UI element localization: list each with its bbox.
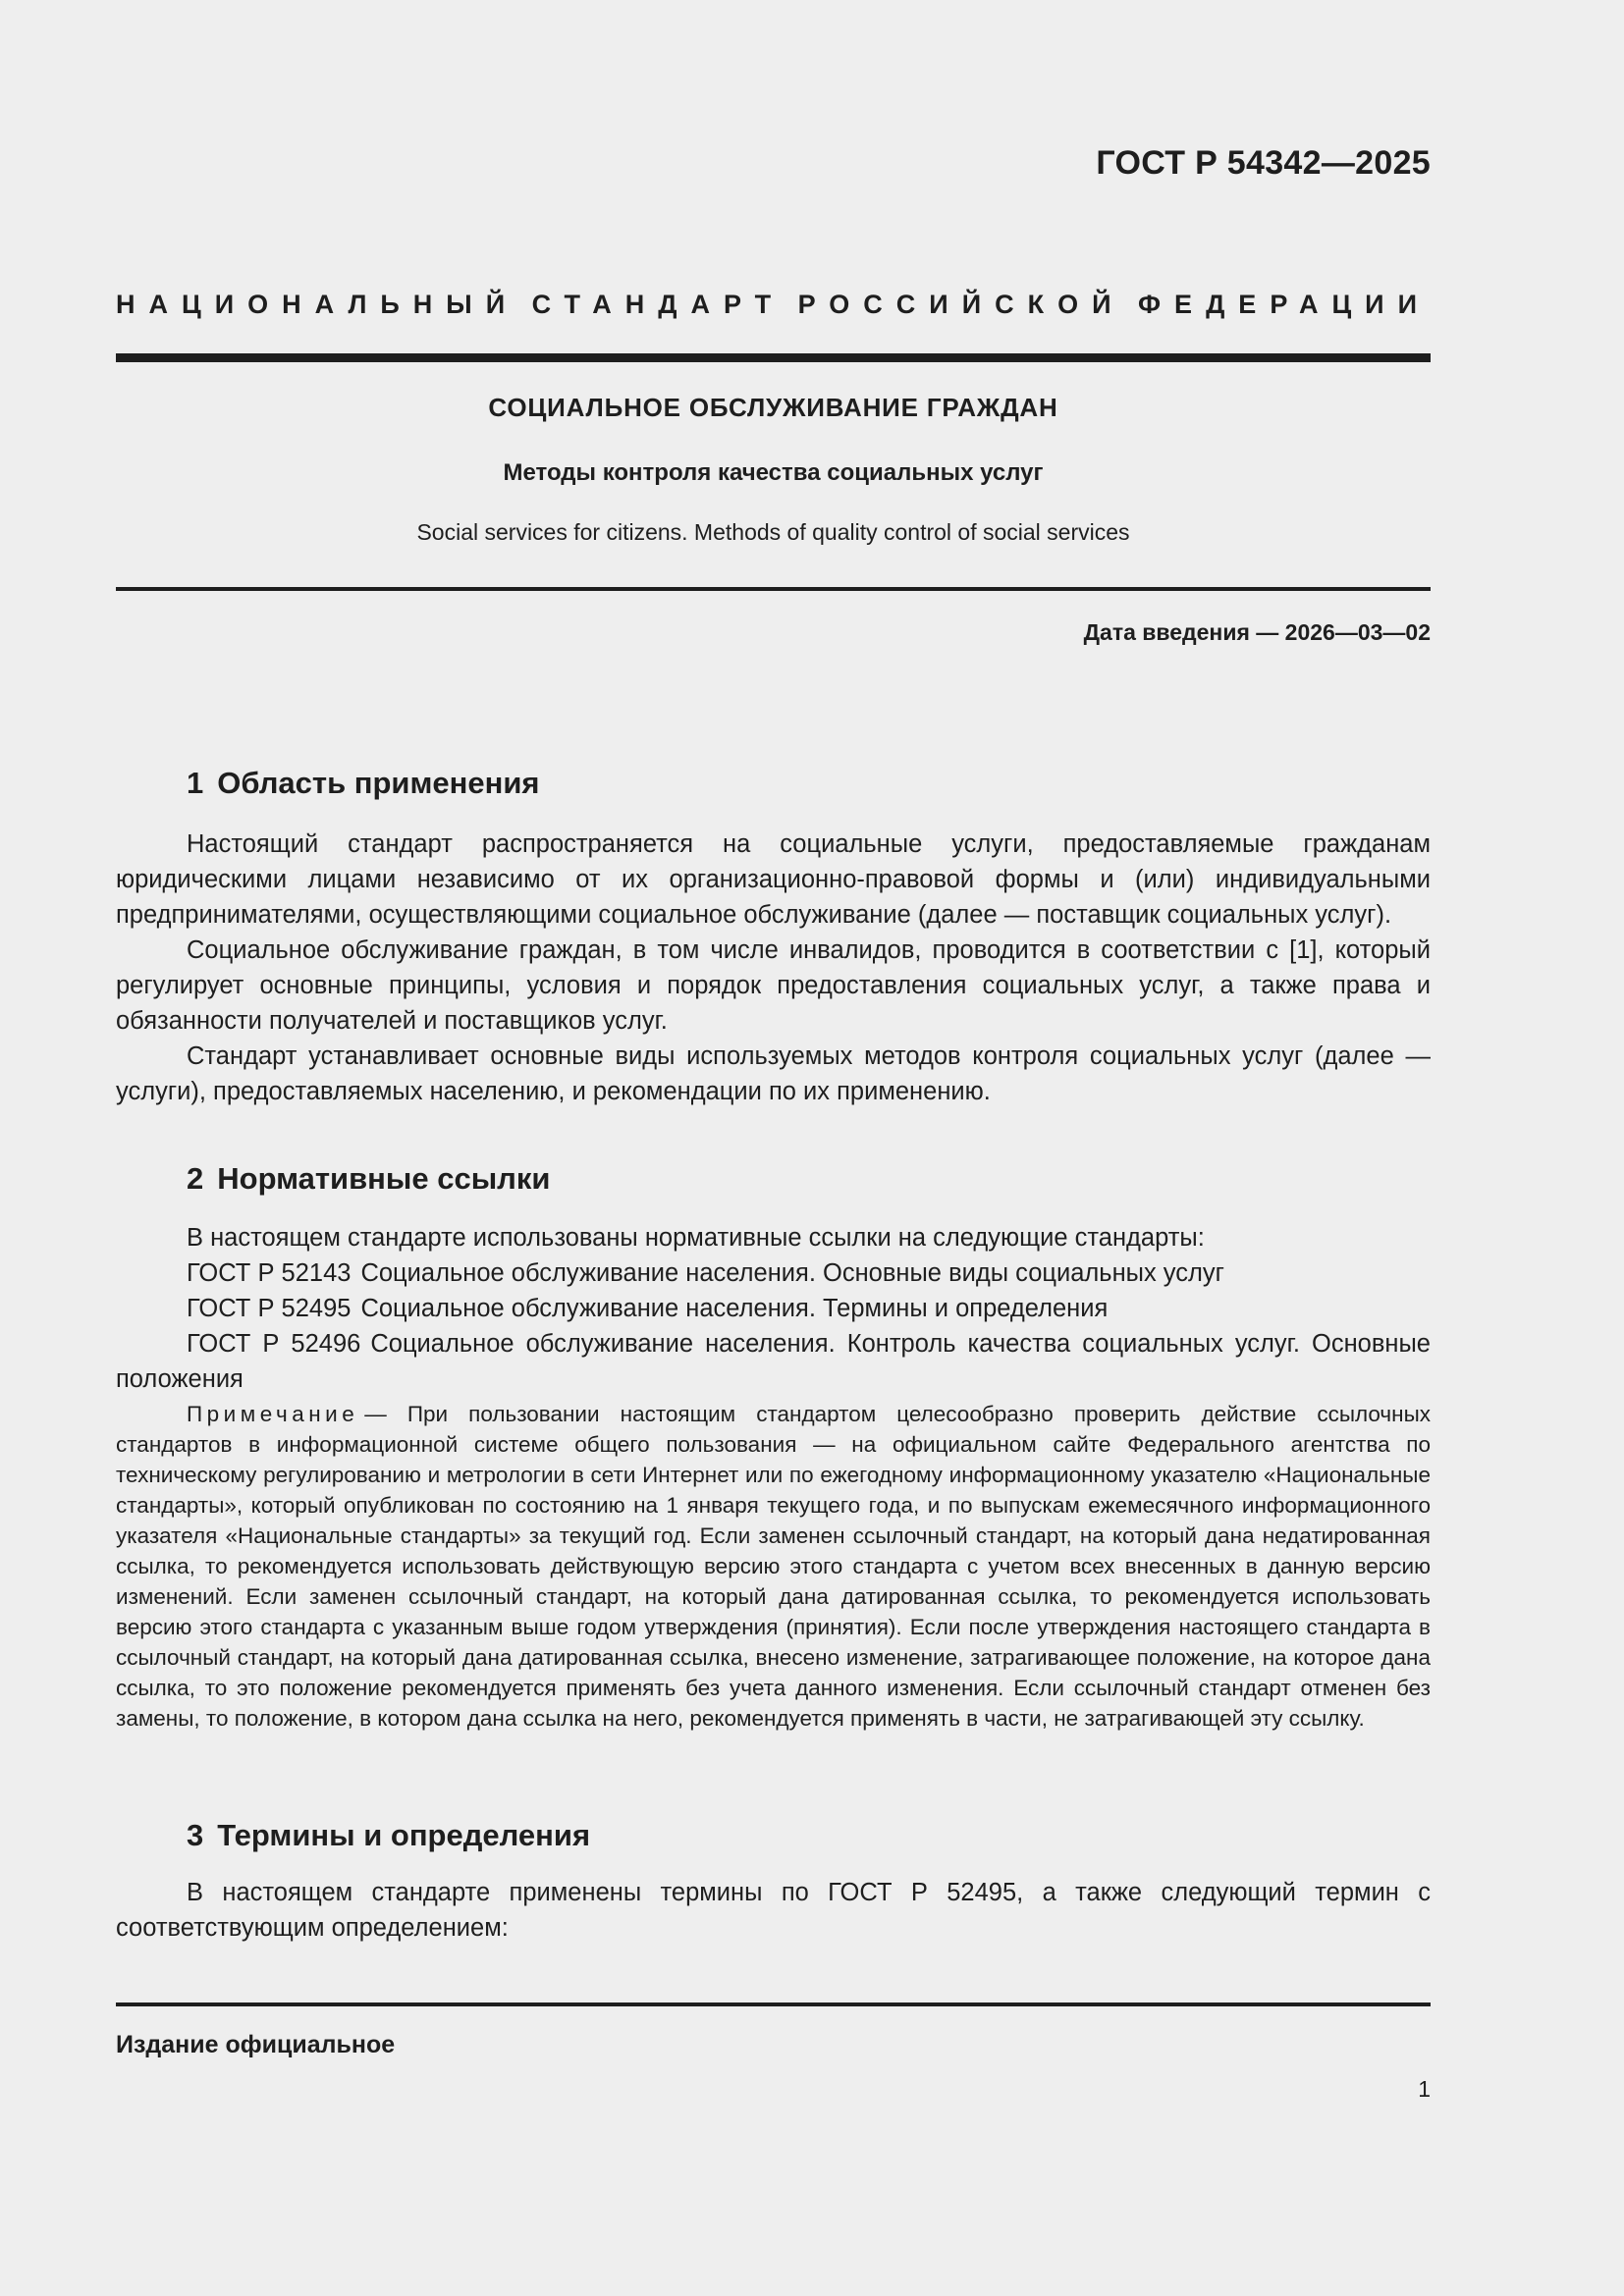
section-number: 3 (187, 1818, 204, 1852)
note-paragraph (116, 1399, 1431, 1734)
header-divider-thick (116, 353, 1431, 362)
document-title: СОЦИАЛЬНОЕ ОБСЛУЖИВАНИЕ ГРАЖДАН (488, 393, 1058, 422)
title-divider (116, 587, 1431, 591)
section-number: 2 (187, 1161, 204, 1196)
normative-reference (116, 1291, 1431, 1326)
footer-divider (116, 2002, 1431, 2006)
section-1-heading (187, 766, 540, 801)
note-label: Примечание (187, 1402, 359, 1426)
paragraph: В настоящем стандарте использованы нормативные ссылки на следующие стандарты: (187, 1224, 1205, 1252)
paragraph: В настоящем стандарте применены термины по ГОСТ Р 52495, а также следующий термин с соответствующим определением: (116, 1879, 1431, 1942)
note-block (116, 1399, 1431, 1734)
normative-reference (116, 1326, 1431, 1397)
introduction-date: Дата введения — 2026—03—02 (1083, 619, 1431, 645)
reference-title: Социальное обслуживание населения. Контроль качества социальных услуг. Основные положения (116, 1330, 1431, 1393)
national-standard-heading (116, 290, 1431, 320)
national-standard-word: НАЦИОНАЛЬНЫЙ (116, 290, 519, 319)
section-number: 1 (187, 766, 204, 800)
normative-reference (116, 1255, 1431, 1291)
paragraph: Стандарт устанавливает основные виды используемых методов контроля социальных услуг (далее — услуги), предоставляемых населению, и рекомендации по их применению. (116, 1042, 1431, 1105)
reference-code: ГОСТ Р 52495 (187, 1295, 352, 1322)
reference-code: ГОСТ Р 52496 (187, 1330, 361, 1358)
section-title: Область применения (217, 766, 540, 800)
section-title: Термины и определения (217, 1818, 591, 1852)
document-subtitle: Методы контроля качества социальных услуг (503, 459, 1044, 486)
national-standard-word: ФЕДЕРАЦИИ (1138, 290, 1431, 319)
section-3-heading (187, 1818, 590, 1853)
section-2-body (116, 1220, 1431, 1397)
document-page (116, 0, 1431, 2296)
paragraph: Социальное обслуживание граждан, в том числе инвалидов, проводится в соответствии с [1], который регулирует основные принципы, условия и порядок предоставления социальных услуг, а также права и обязанности получателей и поставщиков услуг. (116, 936, 1431, 1035)
official-edition-label: Издание официальное (116, 2031, 396, 2058)
reference-title: Социальное обслуживание населения. Термины и определения (360, 1295, 1109, 1322)
national-standard-word: РОССИЙСКОЙ (797, 290, 1125, 319)
document-code: ГОСТ Р 54342—2025 (1096, 144, 1431, 182)
paragraph: Настоящий стандарт распространяется на социальные услуги, предоставляемые гражданам юридическими лицами независимо от их организационно-правовой формы и (или) индивидуальными предпринимателями, осуществляющими социальное обслуживание (далее — поставщик социальных услуг). (116, 830, 1431, 929)
section-title: Нормативные ссылки (217, 1161, 551, 1196)
note-text: — При пользовании настоящим стандартом целесообразно проверить действие ссылочных стандартов в информационной системе общего пользования — на официальном сайте Федерального агентства по техническому регулированию и метрологии в сети Интернет или по ежегодному информационному указателю «Национальные стандарты», который опубликован по состоянию на 1 января текущего года, и по выпускам ежемесячного информационного указателя «Национальные стандарты» за текущий год. Если заменен ссылочный стандарт, на который дана недатированная ссылка, то рекомендуется использовать действующую версию этого стандарта с учетом всех внесенных в данную версию изменений. Если заменен ссылочный стандарт, на который дана датированная ссылка, то рекомендуется использовать версию этого стандарта с указанным выше годом утверждения (принятия). Если после утверждения настоящего стандарта в ссылочный стандарт, на который дана датированная ссылка, внесено изменение, затрагивающее положение, на которое дана ссылка, то это положение рекомендуется применять без учета данного изменения. Если ссылочный стандарт отменен без замены, то положение, в котором дана ссылка на него, рекомендуется применять в части, не затрагивающей эту ссылку. (116, 1402, 1431, 1731)
reference-code: ГОСТ Р 52143 (187, 1259, 352, 1287)
section-3-body (116, 1875, 1431, 1946)
national-standard-word: СТАНДАРТ (531, 290, 785, 319)
page-number: 1 (1418, 2076, 1431, 2102)
section-1-body (116, 827, 1431, 1109)
document-title-english: Social services for citizens. Methods of quality control of social services (416, 519, 1130, 545)
section-2-heading (187, 1161, 550, 1197)
reference-title: Социальное обслуживание населения. Основные виды социальных услуг (360, 1259, 1224, 1287)
